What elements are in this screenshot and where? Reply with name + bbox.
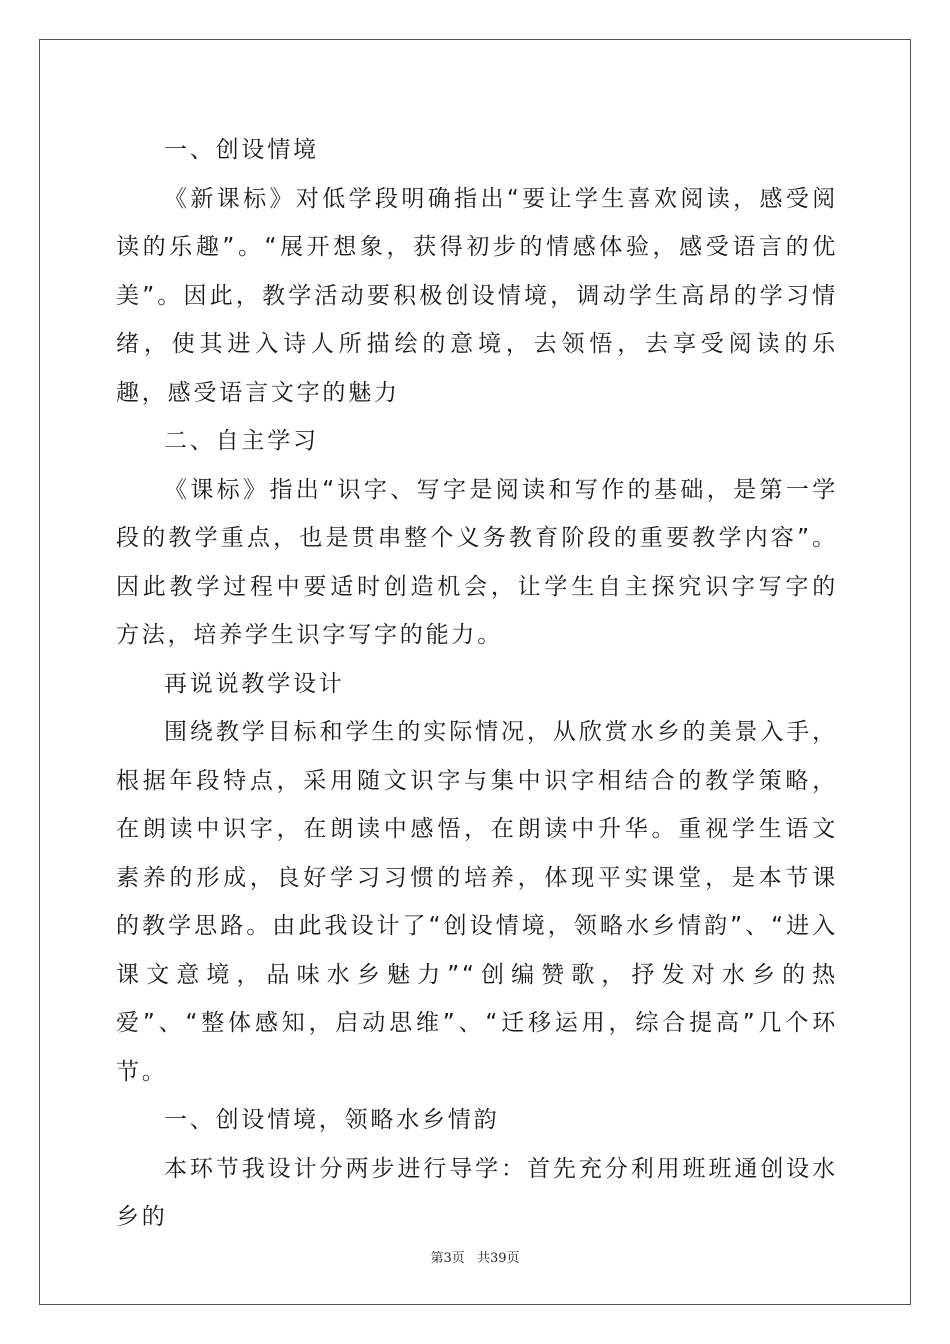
- section-heading-self-study: 二、自主学习: [164, 428, 319, 454]
- document-body: [116, 126, 838, 1242]
- page-footer: [0, 1247, 950, 1266]
- page-total: 共39页: [476, 1251, 520, 1266]
- section-heading-water-town: 一、创设情境，领略水乡情韵: [164, 1107, 500, 1133]
- paragraph-guided-learning: 本环节我设计分两步进行导学：首先充分利用班班通创设水乡的: [116, 1155, 838, 1230]
- paragraph-new-curriculum: 《新课标》对低学段明确指出“要让学生喜欢阅读，感受阅读的乐趣”。“展开想象，获得初步的情感体验，感受语言的优美”。因此，教学活动要积极创设情境，调动学生高昂的学习情绪，使其进入诗人所描绘的意境，去领悟，去享受阅读的乐趣，感受语言文字的魅力: [116, 185, 838, 406]
- section-heading-teaching-design: 再说说教学设计: [164, 670, 345, 697]
- paragraph-curriculum-literacy: 《课标》指出“识字、写字是阅读和写作的基础，是第一学段的教学重点，也是贯串整个义务教育阶段的重要教学内容”。因此教学过程中要适时创造机会，让学生自主探究识字写字的方法，培养学生识字写字的能力。: [116, 476, 838, 648]
- paragraph-teaching-design: 围绕教学目标和学生的实际情况，从欣赏水乡的美景入手，根据年段特点，采用随文识字与集中识字相结合的教学策略，在朗读中识字，在朗读中感悟，在朗读中升华。重视学生语文素养的形成，良好学习习惯的培养，体现平实课堂，是本节课的教学思路。由此我设计了“创设情境，领略水乡情韵”、“进入课文意境，品味水乡魅力”“创编赞歌，抒发对水乡的热爱”、“整体感知，启动思维”、“迁移运用，综合提高”几个环节。: [116, 719, 838, 1085]
- page-number: 第3页: [430, 1251, 465, 1266]
- section-heading-create-situation: 一、创设情境: [164, 137, 319, 163]
